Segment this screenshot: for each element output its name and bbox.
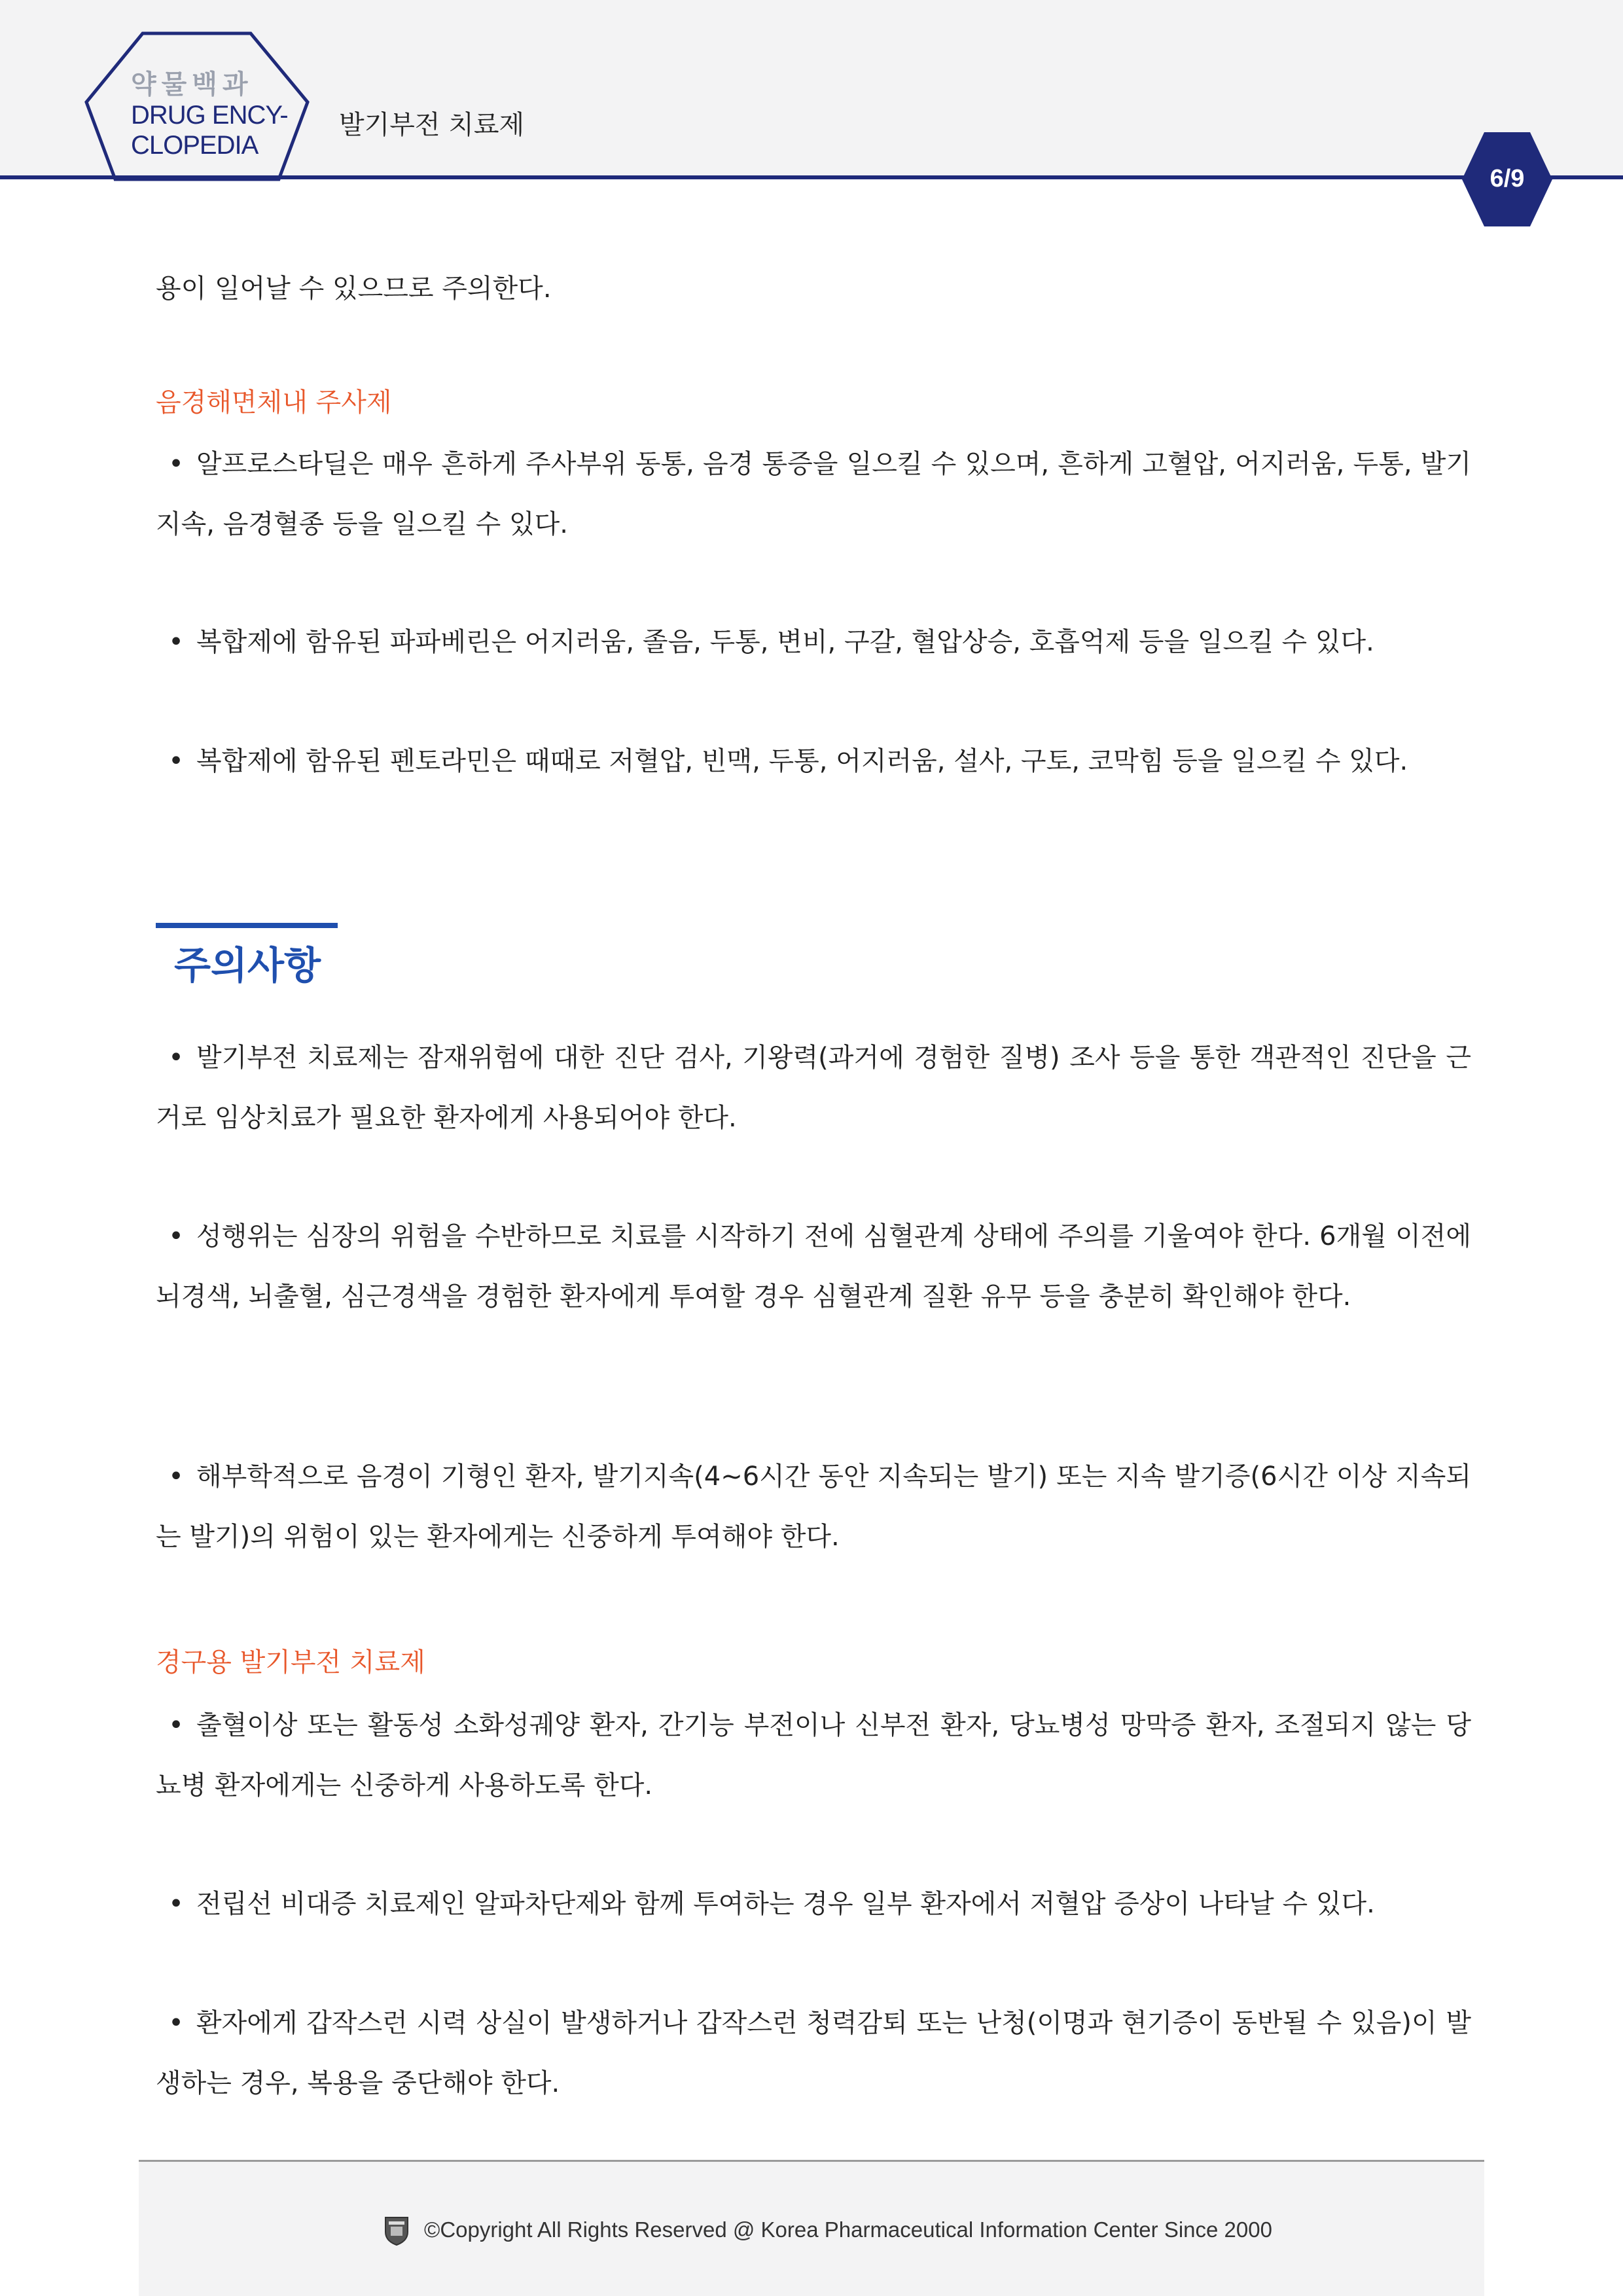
bullet: • — [168, 746, 184, 776]
list-item — [156, 434, 1471, 554]
list-item — [156, 612, 1374, 672]
bullet: • — [168, 1710, 184, 1740]
list-item — [156, 731, 1408, 791]
list-item-text: 복합제에 함유된 파파베린은 어지러움, 졸음, 두통, 변비, 구갈, 혈압상승, 호흡억제 등을 일으킬 수 있다. — [196, 627, 1374, 657]
section-title: 주의사항 — [174, 943, 321, 988]
list-item-text: 복합제에 함유된 펜토라민은 때때로 저혈압, 빈맥, 두통, 어지러움, 설사, 구토, 코막힘 등을 일으킬 수 있다. — [196, 746, 1408, 776]
list-item — [156, 1993, 1471, 2113]
list-item-text: 출혈이상 또는 활동성 소화성궤양 환자, 간기능 부전이나 신부전 환자, 당뇨병성 망막증 환자, 조절되지 않는 당뇨병 환자에게는 신중하게 사용하도록 한다. — [156, 1710, 1471, 1801]
bullet: • — [168, 1889, 184, 1919]
list-item — [156, 1695, 1471, 1816]
bullet: • — [168, 2008, 184, 2038]
logo-korean-text: 약물백과 — [131, 70, 253, 99]
logo — [131, 69, 301, 160]
logo-english-line2: CLOPEDIA — [131, 131, 259, 160]
shield-emblem-icon — [383, 2215, 410, 2246]
bullet: • — [168, 449, 184, 479]
page-number: 6/9 — [1489, 165, 1525, 192]
copyright-text: ©Copyright All Rights Reserved @ Korea Pharmaceutical Information Center Since 2000 — [424, 2217, 1272, 2242]
list-item-text: 성행위는 심장의 위험을 수반하므로 치료를 시작하기 전에 심혈관계 상태에 주의를 기울여야 한다. 6개월 이전에 뇌경색, 뇌출혈, 심근경색을 경험한 환자에게 투여할 경우 심혈관계 질환 유무 등을 충분히 확인해야 한다. — [156, 1221, 1471, 1312]
continued-paragraph: 용이 일어날 수 있으므로 주의한다. — [156, 274, 552, 304]
logo-english-line1: DRUG ENCY- — [131, 101, 288, 130]
list-item-text: 해부학적으로 음경이 기형인 환자, 발기지속(4~6시간 동안 지속되는 발기) 또는 지속 발기증(6시간 이상 지속되는 발기)의 위험이 있는 환자에게는 신중하게 투여해야 한다. — [156, 1462, 1471, 1552]
list-item-text: 발기부전 치료제는 잠재위험에 대한 진단 검사, 기왕력(과거에 경험한 질병) 조사 등을 통한 객관적인 진단을 근거로 임상치료가 필요한 환자에게 사용되어야 한다. — [156, 1043, 1471, 1133]
list-item-text: 환자에게 갑작스런 시력 상실이 발생하거나 갑작스런 청력감퇴 또는 난청(이명과 현기증이 동반될 수 있음)이 발생하는 경우, 복용을 중단해야 한다. — [156, 2008, 1471, 2098]
subheading-injection: 음경해면체내 주사제 — [156, 387, 392, 418]
list-item-text: 알프로스타딜은 매우 흔하게 주사부위 동통, 음경 통증을 일으킬 수 있으며, 흔하게 고혈압, 어지러움, 두통, 발기지속, 음경혈종 등을 일으킬 수 있다. — [156, 449, 1471, 539]
bullet: • — [168, 1462, 184, 1492]
bullet: • — [168, 1221, 184, 1251]
list-item — [156, 1206, 1471, 1327]
header-divider — [0, 175, 1623, 179]
bullet: • — [168, 1043, 184, 1073]
document-title: 발기부전 치료제 — [339, 110, 525, 140]
list-item — [156, 1874, 1375, 1934]
list-item — [156, 1446, 1471, 1567]
list-item-text: 전립선 비대증 치료제인 알파차단제와 함께 투여하는 경우 일부 환자에서 저혈압 증상이 나타날 수 있다. — [196, 1889, 1375, 1919]
list-item — [156, 1028, 1471, 1148]
bullet: • — [168, 627, 184, 657]
section-accent-bar — [156, 923, 338, 928]
subheading-oral: 경구용 발기부전 치료제 — [156, 1647, 425, 1677]
